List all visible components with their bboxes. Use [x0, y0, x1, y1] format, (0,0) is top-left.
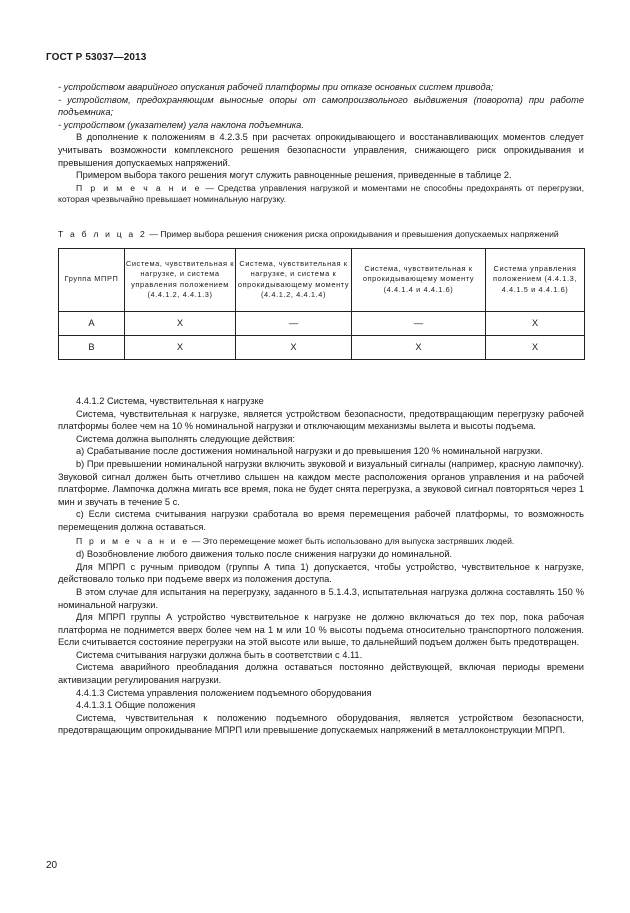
section-heading: 4.4.1.3 Система управления положением подъемного оборудования [76, 687, 372, 698]
list-item: - устройством, предохраняющим выносные опоры от самопроизвольного выдвижения (поворота) при работе подъемника; [58, 94, 584, 118]
note-text: — Средства управления нагрузкой и моментами не способны предохранять от перегрузки, которая чрезвычайно превышает номинальную нагрузку. [58, 182, 584, 205]
header-cell: Группа МПРП [59, 248, 125, 311]
paragraph: Система, чувствительная к положению подъемного оборудования, является устройством безопасности, предотвращающим опрокидывание МПРП или превышение допускаемых напряжений в металлоконструкции МПРП. [58, 712, 584, 736]
list-item: - устройством (указателем) угла наклона подъемника. [58, 119, 304, 130]
table-header-row [59, 248, 585, 311]
paragraph: Система, чувствительная к нагрузке, является устройством безопасности, предотвращающим перегрузку рабочей платформы более чем на 10 % номинальной нагрузки и отключающим механизмы вылета и высоты подъема. [58, 408, 584, 432]
list-item: а) Срабатывание после достижения номинальной нагрузки и до превышения 120 % номинальной нагрузки. [76, 446, 543, 457]
table-cell: X [125, 335, 236, 359]
note [58, 536, 584, 548]
paragraph: Для МПРП группы А устройство чувствительное к нагрузке не должно включаться до тех пор, пока рабочая платформа не поднимется вверх более чем на 1 м или 10 % высоты подъема относительно транспортного положения. Если считывается состояние перегрузки на этой высоте или выше, то дальнейший подъем должен быть предотвращен. [58, 612, 584, 648]
header-cell: Система, чувствительная к нагрузке, и система к опрокидывающему моменту (4.4.1.2, 4.4.1.4) [236, 248, 352, 311]
note-label: П р и м е ч а н и е [76, 535, 190, 546]
header-cell: Система управления положением (4.4.1.3, 4.4.1.5 и 4.4.1.6) [486, 248, 585, 311]
document-header: ГОСТ Р 53037—2013 [46, 52, 147, 63]
table-cell: В [59, 335, 125, 359]
table-cell: А [59, 311, 125, 335]
table-cell: X [486, 335, 585, 359]
table-cell: X [125, 311, 236, 335]
page-number: 20 [46, 860, 58, 871]
note-label: П р и м е ч а н и е [76, 182, 202, 193]
section-heading: 4.4.1.2 Система, чувствительная к нагрузке [76, 396, 264, 406]
table-cell: X [486, 311, 585, 335]
paragraph: Система должна выполнять следующие действия: [76, 433, 295, 444]
paragraph: В этом случае для испытания на перегрузку, заданного в 5.1.4.3, испытательная нагрузка должна составлять 150 % номинальной нагрузки. [58, 586, 584, 610]
paragraph: Примером выбора такого решения могут служить равноценные решения, приведенные в таблице 2. [76, 170, 512, 181]
paragraph: Для МПРП с ручным приводом (группы А типа 1) допускается, чтобы устройство, чувствительное к нагрузке, действовало только при подъеме вверх из положения доступа. [58, 561, 584, 585]
table-section [58, 229, 584, 360]
solutions-table [58, 248, 585, 360]
table-caption [58, 229, 584, 241]
table-row [59, 311, 585, 335]
paragraph: В дополнение к положениям в 4.2.3.5 при расчетах опрокидывающего и восстанавливающих моментов следует учитывать возможности комплексного решения безопасности управления, снижающего риск опрокидывания и превышения допускаемых напряжений. [58, 132, 584, 168]
paragraph: Система считывания нагрузки должна быть в соответствии с 4.11. [76, 649, 363, 660]
header-cell: Система, чувствительная к опрокидывающему моменту (4.4.1.4 и 4.4.1.6) [352, 248, 486, 311]
list-item: с) Если система считывания нагрузки сработала во время перемещения рабочей платформы, то возможность перемещения должна оставаться. [58, 509, 584, 532]
list-item: d) Возобновление любого движения только после снижения нагрузки до номинальной. [76, 549, 453, 560]
table-cell: X [352, 335, 486, 359]
table-cell: — [236, 311, 352, 335]
intro-section [58, 81, 584, 206]
list-item: - устройством аварийного опускания рабочей платформы при отказе основных систем привода; [58, 82, 494, 92]
note [58, 183, 584, 206]
main-section [58, 395, 584, 737]
table-caption-label: Т а б л и ц а 2 [58, 229, 147, 239]
header-cell: Система, чувствительная к нагрузке, и система управления положением (4.4.1.2, 4.4.1.3) [125, 248, 236, 311]
table-caption-text: — Пример выбора решения снижения риска опрокидывания и превышения допускаемых напряжений [146, 229, 559, 239]
note-text: — Это перемещение может быть использовано для выпуска застрявших людей. [189, 535, 515, 546]
section-heading: 4.4.1.3.1 Общие положения [76, 700, 196, 711]
list-item: b) При превышении номинальной нагрузки включить звуковой и визуальный сигналы (например, красную лампочку). Звуковой сигнал должен быть отчетливо слышен на каждом месте расположения органов управления и на рабочей платформе. Лампочка должна мигать все время, пока не будет снята перегрузка, а звуковой сигнал повторяться через 1 мин и звучать в течение 5 с. [58, 458, 584, 507]
table-row [59, 335, 585, 359]
table-cell: X [236, 335, 352, 359]
paragraph: Система аварийного преобладания должна оставаться постоянно действующей, включая периоды времени активизации регулирования нагрузки. [58, 662, 584, 686]
table-cell: — [352, 311, 486, 335]
